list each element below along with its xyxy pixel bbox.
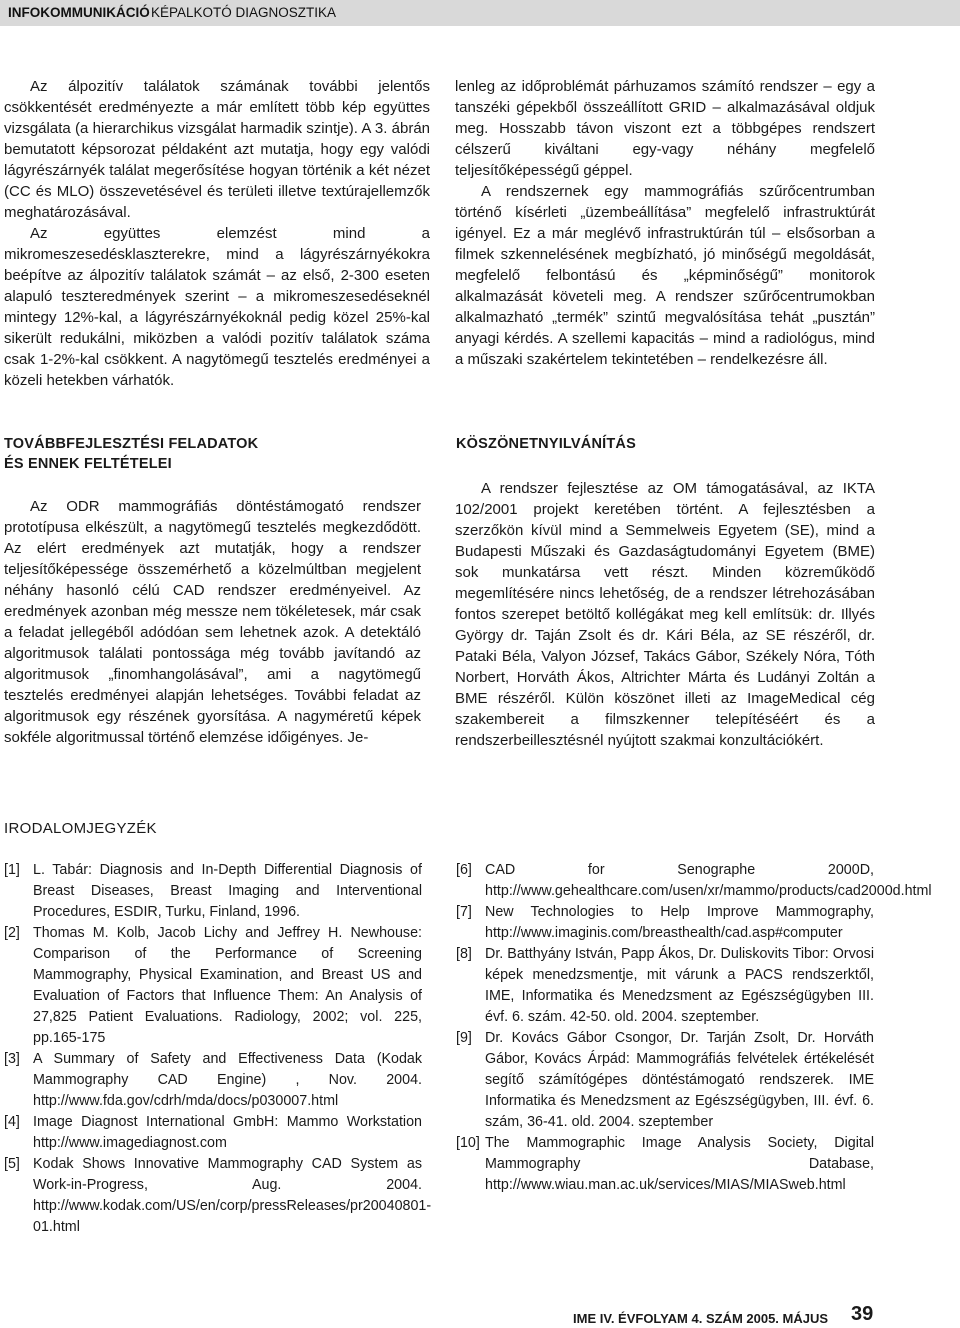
reference-text: L. Tabár: Diagnosis and In-Depth Differential Diagnosis of Breast Diseases, Breast Imaging and Interventional Procedures, ESDIR, Turku, Finland, 1996. [33,862,422,920]
section-heading-further-development [4,434,424,474]
reference-item [4,1154,432,1238]
reference-number: [5] [4,1156,20,1172]
reference-item [456,944,874,1028]
reference-item [4,860,422,923]
reference-text: The Mammographic Image Analysis Society, Digital Mammography Database, http://www.wiau.man.ac.uk/services/MIAS/MIASweb.html [485,1135,874,1193]
reference-text: Dr. Batthyány István, Papp Ákos, Dr. Duliskovits Tibor: Orvosi képek menedzsmentje, mit várunk a PACS rendszerktől, IME, Informatika és Menedzsment az Egészségügyben III. évf. 6. szám. 42-50. old. 2004. szeptember. [485,946,874,1025]
reference-text: New Technologies to Help Improve Mammography, http://www.imaginis.com/breasthealth/cad.asp#computer [485,904,874,941]
references-list-left [4,860,432,1238]
body-paragraph: A rendszernek egy mammográfiás szűrőcentrumban történő kísérleti „üzembeállítása” megfelelő infrastruktúrát igényel. Ez a már meglévő infrastruktúrán túl – elsősorban a filmek szkennelésének megbízható, jó minőségű megoldását, megfelelő felbontású és „képminőségű” monitorok alkalmazását követeli meg. A rendszer szűrőcentrumokban alkalmazható „termék” szintű megvalósítása tehát „pusztán” anyagi kérdés. A szellemi kapacitás – mind a radiológus, mind a műszaki szakértelem tekintetében – rendelkezésre áll. [455,183,875,368]
reference-number: [3] [4,1051,20,1067]
reference-number: [2] [4,925,20,941]
reference-number: [1] [4,862,20,878]
heading-line: ÉS ENNEK FELTÉTELEI [4,456,172,472]
top-left-column [4,76,430,391]
footer-journal-info: IME IV. ÉVFOLYAM 4. SZÁM 2005. MÁJUS [573,1311,829,1326]
reference-item [456,902,874,944]
reference-number: [6] [456,862,472,878]
reference-text: CAD for Senographe 2000D, http://www.gehealthcare.com/usen/xr/mammo/products/cad2000d.html [485,862,932,899]
running-header [0,0,960,26]
body-paragraph: Az együttes elemzést mind a mikromeszesedésklaszterekre, mind a lágyrészárnyékokra beépítve az álpozitív találatok számát – az első, 2-300 eseten alapuló teszteredmények szerint – a mikromeszesedéseknél mintegy 12%-kal, a lágyrészárnyékoknál pedig közel 25%-kal sikerült redukálni, miközben a valódi pozitív találatok száma csak 1-2%-kal csökkent. A nagytömegű tesztelés eredményei a közeli hetekben várhatók. [4,225,430,389]
reference-text: Dr. Kovács Gábor Csongor, Dr. Tarján Zsolt, Dr. Horváth Gábor, Kovács Árpád: Mammográfiás felvételek értékelését segítő számítógépes döntéstámogató rendszerek. IME Informatika és Menedzsment az Egészségügyben, III. évf. 6. szám, 36-41. old. 2004. szeptember [485,1030,874,1130]
references-heading: IRODALOMJEGYZÉK [4,820,157,837]
reference-text: Kodak Shows Innovative Mammography CAD System as Work-in-Progress, Aug. 2004. http://www.kodak.com/US/en/corp/pressReleases/pr20040801-01.html [33,1156,432,1235]
body-paragraph: A rendszer fejlesztése az OM támogatásával, az IKTA 102/2001 projekt keretében történt. A fejlesztésben a szerzőkön kívül mind a Semmelweis Egyetem (SE), mind a Budapesti Műszaki és Gazdaságtudományi Egyetem (BME) sok munkatársa vett részt. Minden közreműködő megemlítésére nincs lehetőség, de a rendszer létrehozásában fontos szerepet betöltő kollégákat meg kell említsük: dr. Illyés György dr. Taján Zsolt és dr. Kári Béla, az SE részéről, dr. Pataki Béla, Valyon József, Takács Gábor, Székely Nóra, Tóth Norbert, Horváth Ákos, Altrichter Márta és Ludányi Zoltán a BME részéről. Külön köszönet illeti az ImageMedical cég szakembereit a filmszkenner telepítéséért és a rendszerbeillesztésnél nyújtott szakmai konzultációkért. [455,480,875,749]
references-list-right [456,860,932,1196]
reference-number: [4] [4,1114,20,1130]
page-number: 39 [851,1303,874,1325]
top-right-column [455,76,875,370]
body-paragraph: lenleg az időproblémát párhuzamos számító rendszer – egy a tanszéki gépekből összeállított GRID – alkalmazásával oldjuk meg. Hosszabb távon viszont ezt a többgépes rendszert célszerű kiváltani egy-vagy néhány megfelelő teljesítőképességű géppel. [455,78,875,179]
reference-item [4,923,422,1049]
further-development-column [4,496,421,748]
header-subsection-title: KÉPALKOTÓ DIAGNOSZTIKA [151,5,337,20]
reference-item [456,1028,874,1133]
body-paragraph: Az álpozitív találatok számának további jelentős csökkentését eredményezte a már említett több kép együttes vizsgálata (a hierarchikus vizsgálat harmadik szintje). A 3. ábrán bemutatott képsorozat példaként azt mutatja, hogy egy valódi lágyrészárnyék találat megerősítése hogyan történik a két nézet (CC és MLO) összevetésével és területi illetve textúrajellemzők meghatározásával. [4,78,430,221]
reference-text: Image Diagnost International GmbH: Mammo Workstation http://www.imagediagnost.com [33,1114,422,1151]
reference-item [4,1049,422,1112]
body-paragraph: Az ODR mammográfiás döntéstámogató rendszer prototípusa elkészült, a nagytömegű tesztelés megkezdődött. Az elért eredmények azt mutatják, hogy a rendszer teljesítőképessége összemérhető a közelmúltban megjelent néhány hasonló célú CAD rendszer eredményeivel. Az eredmények azonban még messze nem tökéletesek, már csak a feladat jellegéből adódóan sem lehetnek azok. A detektáló algoritmusok találati pontossága még tovább javítandó az algoritmusok „finomhangolásával”, ami a nagytömegű tesztelés eredményei alapján lehetséges. További feladat az algoritmusok egy részének gyorsítása. A nagyméretű képek sokféle algoritmussal történő elemzése időigényes. Je- [4,498,421,746]
reference-number: [7] [456,904,472,920]
acknowledgements-column [455,478,875,751]
reference-number: [9] [456,1030,472,1046]
reference-item [456,860,932,902]
section-heading-acknowledgements: KÖSZÖNETNYILVÁNÍTÁS [456,436,636,452]
reference-item [4,1112,422,1154]
reference-number: [8] [456,946,472,962]
reference-text: Thomas M. Kolb, Jacob Lichy and Jeffrey H. Newhouse: Comparison of the Performance of Screening Mammography, Physical Examination, and Breast US and Evaluation of Factors that Influence Them: An Analysis of 27,825 Patient Evaluations. Radiology, 2002; vol. 225, pp.165-175 [33,925,422,1046]
reference-item [456,1133,874,1196]
header-section-title: INFOKOMMUNIKÁCIÓ [8,5,150,20]
reference-text: A Summary of Safety and Effectiveness Data (Kodak Mammography CAD Engine) , Nov. 2004. http://www.fda.gov/cdrh/mda/docs/p030007.html [33,1051,422,1109]
reference-number: [10] [456,1135,480,1151]
heading-line: TOVÁBBFEJLESZTÉSI FELADATOK [4,436,259,452]
